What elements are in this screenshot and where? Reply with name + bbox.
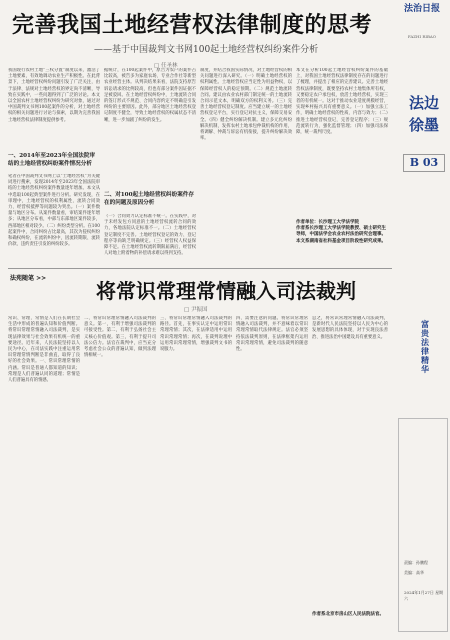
author-note-1-text: 作者系长沙理工大学法学院教授、硕士研究生导师，中国法学会农业农村法治研究会理事。本文系湖南省社科基金项目阶段性研究成果。 bbox=[296, 226, 386, 244]
section-title-vertical: 法边徐墨 bbox=[408, 94, 439, 134]
headline-subtitle: ——基于中国裁判文书网100起土地经营权纠纷案件分析 bbox=[94, 45, 319, 55]
byline-2: □ 尹振国 bbox=[184, 307, 208, 313]
editor-line-1: 责编：孙鹏程 bbox=[404, 560, 428, 565]
headline: 完善我国土地经营权法律制度的思考 bbox=[12, 12, 373, 38]
seal-stamp-text: 富贵法律精华 bbox=[421, 319, 429, 374]
article-2-col-1: 常识、常理、常情是人们在长期社会生活中形成的普遍认知和价值判断。将常识常理常情融入司法裁判，是实现法律效果与社会效果有机统一的重要途径。近年来，人民法院坚持以人民为中心，在司法实践中注重运用常识常理常情判断是非曲直，取得了良好的社会效果。一、常识常理常情的内涵。常识是普通人都知道的知识；常理是人们普遍认同的道理；常情是人们普遍具有的情感。 bbox=[8, 316, 80, 384]
author-note-1-title: 作者单位：长沙理工大学法学院 bbox=[296, 220, 359, 225]
column-1-intro: 我国现行农村土地“三权分置”制度以来，激活了土地要素，有效地调动农业生产积极性。在此背景下，土地经营权纠纷问题引发了广泛关注，由于法律、法规对土地经营权的界定尚不清晰，导致在实践中，一些问题得到了广泛的讨论。本文以全国农村土地经营权纠纷为研究对象，通过对中国裁判文书网100起案件的分析，对土地经营权的相关问题进行讨论与探索，以期为完善我国土地经营权法律制度提供参考。 bbox=[8, 68, 100, 123]
article-2-col-5: 总之，将常识常理常情融入司法裁判，是新时代人民法院坚持以人民为中心的发展思想的具体体现，对于实现良法善治、推进法治中国建设具有重要意义。 bbox=[312, 316, 388, 340]
newspaper-brand: 法治日报 bbox=[403, 4, 440, 14]
page-number: B 03 bbox=[403, 154, 445, 172]
column-1-body: 笔者在中国裁判文书网上以“土地经营权”为关键词进行搜索，发现2014年至2023年全国法院审结的土地经营权纠纷案件数量逐年增加。本文从中选取100起典型案件进行分析。研究发现，在审理中，土地经营权的权利属性、流转合同效力、经营权抵押等问题较为突出。（一）案件数量与地区分布。从案件数量看，审结案件逐年增多；从地区分布看，中部与东部地区案件较多，西部地区相对较少。（二）纠纷类型分析。在100起案件中，合同纠纷占比最高，其次为侵权纠纷和确权纠纷，在流转纠纷中，因流转期限、流转价款、违约责任引发的纠纷较多。 bbox=[8, 174, 100, 248]
article-2-col-2: 二、将常识常理常情融入司法裁判的意义。第一，有利于增强司法裁判的可接受性。第二，有利于弘扬社会主义核心价值观。第三，有利于提升司法公信力。法官在裁判中，应当充分考虑社会公众的普遍认知，做到法理情相统一。 bbox=[84, 316, 156, 359]
section-divider bbox=[8, 268, 392, 269]
byline: □ 任圣林 bbox=[154, 63, 178, 69]
section-2-title: 二、对100起土地经营权纠纷案件存在的问题及原因分析 bbox=[104, 192, 194, 206]
issue-date: 2024年1月27日 星期六 bbox=[404, 590, 444, 601]
author-note-1 bbox=[296, 220, 388, 245]
author-note-2: 作者系北京市房山区人民法院法官。 bbox=[312, 612, 384, 617]
column-3-body: 制度，并结合我国实际情况，对土地经营权的相关问题进行深入研究。（一）明确土地经营权的权利属性。土地经营权应当定性为用益物权，以保障经营权人的稳定预期。（二）规范土地流转合同。建议由农业农村部门制定统一的土地流转合同示范文本，明确双方的权利义务。（三）完善土地经营权登记制度。应当建立统一的土地经营权登记平台，实行登记对抗主义，保障交易安全。（四）健全纠纷解决机制。建立多元化纠纷解决机制，发挥农村土地承包仲裁机构的作用，将调解、仲裁与诉讼有机衔接，提升纠纷解决效率。 bbox=[200, 68, 292, 142]
column-2-body: 据统计，在100起案件中，原告为农户的案件占比较高，被告多为家庭农场、专业合作社等新型农业经营主体。从判决结果来看，法院支持原告诉讼请求的比例较高，但也有部分案件因证据不足被驳回。在土地经营权纠纷中，土地流转合同的签订形式不规范、合同内容约定不明确是引发纠纷的主要原因。此外，部分地区土地经营权登记制度不健全，导致土地经营权的权属状态不清晰，进一步加剧了纠纷的发生。 bbox=[104, 68, 196, 123]
article-2-col-4: 四、需要注意的问题。将常识常理常情融入司法裁判，并不意味着以常识常理常情取代法律规定。法官必须坚持依法裁判原则，在法律框架内运用常识常理常情，避免司法裁判的随意性。 bbox=[236, 316, 308, 353]
column-4-body: 本文在分析100起土地经营权纠纷案件的基础上，对我国土地经营权法律制度存在的问题进行了梳理，并提出了相应的完善建议。完善土地经营权法律制度，既要坚持农村土地集体所有权，又要稳定农户承包权，放活土地经营权，实现三者的有机统一。这对于推动农业适度规模经营，实现乡村振兴具有重要意义。（一）加强立法工作，明确土地经营权的性质、内容与效力；（二）推进土地经营权登记，完善登记程序；（三）规范流转行为，强化监督管理；（四）加强司法保障，统一裁判尺度。 bbox=[296, 68, 388, 136]
headline-2: 将常识常理常情融入司法裁判 bbox=[96, 279, 356, 303]
section-tag: 法苑随笔 >> bbox=[10, 275, 47, 282]
column-2-bottom: （一）合同效力认定标准不统一。在实践中，对于未经发包方同意的土地经营权流转合同的效力，各地法院认定标准不一。（二）土地经营权登记制度不完善。土地经营权登记的效力、登记程序等尚缺乏明确规定。（三）经营权人权益保障不足。在土地经营权流转期限届满后，经营权人对地上附着物的补偿请求难以得到支持。 bbox=[104, 214, 196, 257]
main-content bbox=[4, 6, 390, 636]
newspaper-brand-sub: FAZHI RIBAO bbox=[407, 34, 437, 39]
section-1-title: 一、2014年至2023年全国法院审结的土地经营权纠纷案件情况分析 bbox=[8, 153, 96, 167]
article-2-col-3: 三、将常识常理常情融入司法裁判的路径。首先，在事实认定中运用常识常理常情；其次，在法律适用中运用常识常理常情；再次，在裁判说理中运用常识常理常情，增强裁判文书的说服力。 bbox=[160, 316, 232, 353]
editor-line-2: 美编：高华 bbox=[404, 570, 424, 575]
